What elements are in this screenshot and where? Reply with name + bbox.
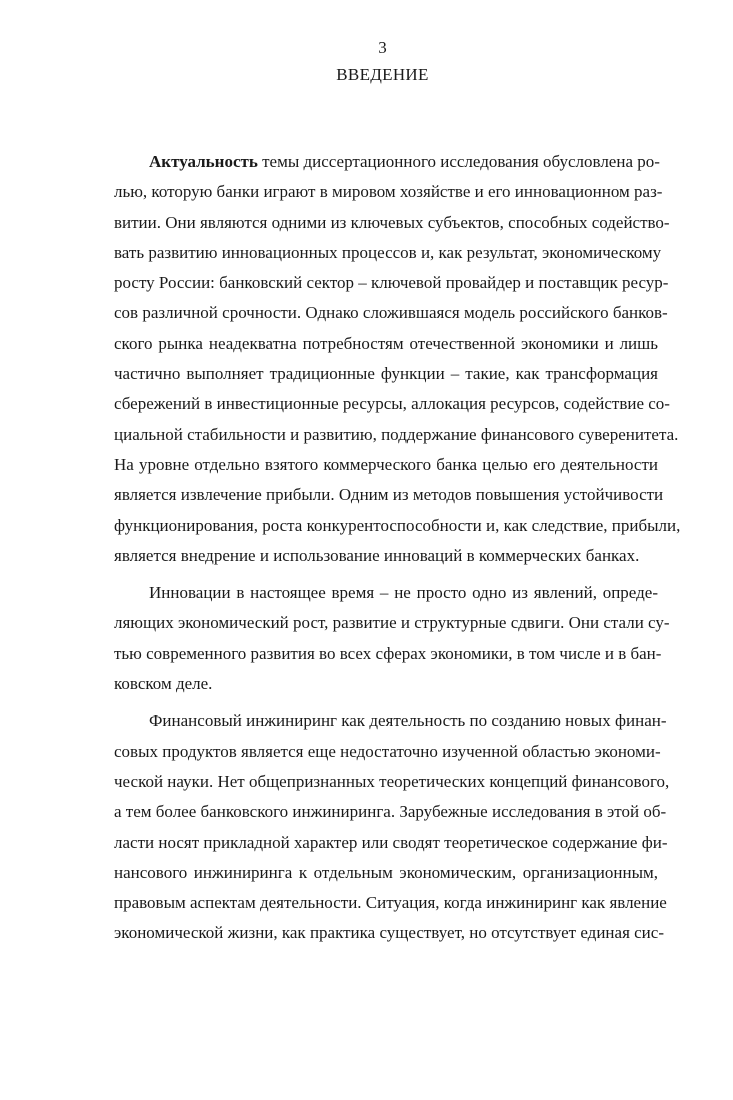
text-line: нансового инжиниринга к отдельным экономическим, организационным, (114, 862, 658, 882)
text-line: витии. Они являются одними из ключевых субъектов, способных содейство- (114, 212, 670, 232)
text-line: сов различной срочности. Однако сложившаяся модель российского банков- (114, 303, 668, 323)
text-line: правовым аспектам деятельности. Ситуация, когда инжиниринг как явление (114, 893, 667, 913)
body-text (114, 147, 681, 949)
paragraph-gap (114, 571, 658, 578)
text-line: Финансовый инжиниринг как деятельность по созданию новых финан- (149, 711, 667, 731)
text-line: ковском деле. (114, 674, 213, 694)
text-line: лью, которую банки играют в мировом хозяйстве и его инновационном раз- (114, 182, 663, 202)
paragraph-relevance (114, 147, 681, 571)
text-line: частично выполняет традиционные функции – такие, как трансформация (114, 364, 658, 384)
text-line: функционирования, роста конкурентоспособности и, как следствие, прибыли, (114, 515, 681, 535)
text-line: ского рынка неадекватна потребностям отечественной экономики и лишь (114, 333, 658, 353)
text-line: тью современного развития во всех сферах экономики, в том числе и в бан- (114, 643, 662, 663)
paragraph-financial-engineering (114, 706, 670, 948)
text-line: ческой науки. Нет общепризнанных теоретических концепций финансового, (114, 771, 670, 791)
page-number: 3 (378, 38, 387, 57)
text-line: циальной стабильности и развитию, поддержание финансового суверенитета. (114, 424, 679, 444)
text-line: На уровне отдельно взятого коммерческого банка целью его деятельности (114, 454, 658, 474)
text-line: Инновации в настоящее время – не просто одно из явлений, опреде- (149, 583, 658, 603)
text-line: Актуальность темы диссертационного исследования обусловлена ро- (149, 152, 660, 171)
text-line: ласти носят прикладной характер или сводят теоретическое содержание фи- (114, 832, 668, 852)
section-heading: ВВЕДЕНИЕ (336, 65, 429, 84)
paragraph-innovations (114, 578, 670, 699)
text-line: а тем более банковского инжиниринга. Зарубежные исследования в этой об- (114, 802, 667, 822)
text-line: росту России: банковский сектор – ключевой провайдер и поставщик ресур- (114, 273, 669, 293)
text-line: экономической жизни, как практика существует, но отсутствует единая сис- (114, 923, 664, 943)
text-line: сбережений в инвестиционные ресурсы, аллокация ресурсов, содействие со- (114, 394, 670, 414)
paragraph-gap (114, 699, 658, 706)
text-line: является внедрение и использование инноваций в коммерческих банках. (114, 545, 640, 565)
text-line: вать развитию инновационных процессов и, как результат, экономическому (114, 242, 662, 262)
text-line: ляющих экономический рост, развитие и структурные сдвиги. Они стали су- (114, 613, 670, 633)
text-line: является извлечение прибыли. Одним из методов повышения устойчивости (114, 485, 664, 505)
bold-lead-term: Актуальность (149, 152, 258, 171)
text-line: совых продуктов является еще недостаточно изученной областью экономи- (114, 741, 661, 761)
